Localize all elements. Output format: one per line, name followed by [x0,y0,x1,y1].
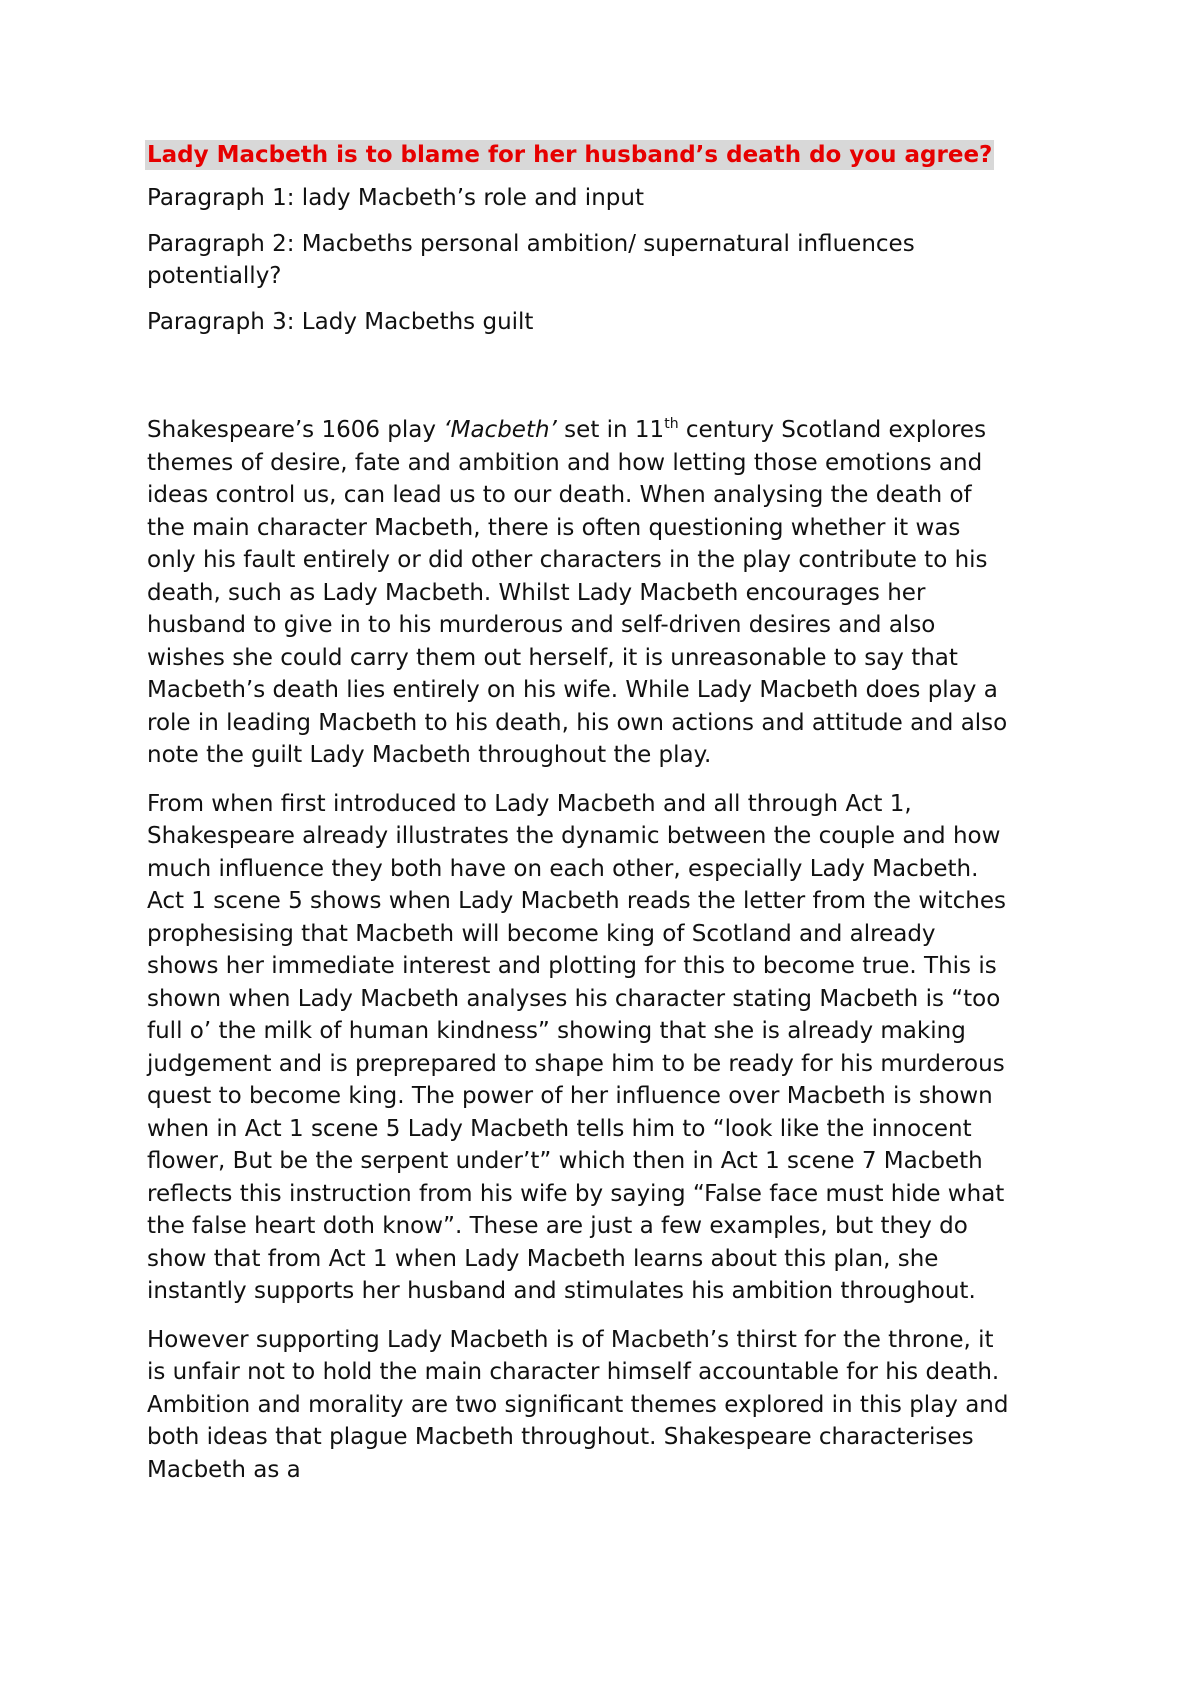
paragraph-line: wishes she could carry them out herself, it is unreasonable to say that [147,644,958,671]
paragraph-line: the false heart doth know”. These are just a few examples, but they do [147,1213,968,1239]
outline-item-line: potentially? [147,263,282,289]
paragraph-line [147,414,1077,447]
essay-outline [147,182,1077,338]
paragraph-line: both ideas that plague Macbeth throughout. Shakespeare characterises [147,1424,974,1450]
paragraph-line: only his fault entirely or did other characters in the play contribute to his [147,547,988,573]
body-paragraph [147,1324,1077,1487]
body-paragraph [147,788,1077,1308]
essay-title: Lady Macbeth is to blame for her husband’s death do you agree? [147,142,993,168]
paragraph-line: Ambition and morality are two significant themes explored in this play and [147,1391,1009,1418]
paragraph-line: reflects this instruction from his wife by saying “False face must hide what [147,1180,1005,1207]
paragraph-line: themes of desire, fate and ambition and how letting those emotions and [147,449,983,476]
paragraph-line: show that from Act 1 when Lady Macbeth learns about this plan, she [147,1245,939,1272]
paragraph-line: judgement and is preprepared to shape him to be ready for his murderous [147,1050,1005,1077]
paragraph-line: role in leading Macbeth to his death, his own actions and attitude and also [147,709,1008,736]
paragraph-line: is unfair not to hold the main character himself accountable for his death. [147,1359,1000,1385]
paragraph-line: instantly supports her husband and stimulates his ambition throughout. [147,1278,976,1304]
paragraph-line: flower, But be the serpent under’t” which then in Act 1 scene 7 Macbeth [147,1148,983,1174]
paragraph-line: note the guilt Lady Macbeth throughout the play. [147,742,712,768]
paragraph-line: Act 1 scene 5 shows when Lady Macbeth reads the letter from the witches [147,888,1006,914]
paragraph-line: shown when Lady Macbeth analyses his character stating Macbeth is “too [147,985,1001,1012]
essay-body [147,414,1077,1486]
intro-paragraph [147,414,1077,772]
paragraph-line: shows her immediate interest and plotting for this to become true. This is [147,953,997,979]
paragraph-line: husband to give in to his murderous and self-driven desires and also [147,612,936,638]
outline-item [147,228,1077,292]
paragraph-line: However supporting Lady Macbeth is of Macbeth’s thirst for the throne, it [147,1326,994,1353]
paragraph-line: the main character Macbeth, there is often questioning whether it was [147,514,961,541]
paragraph-line: Macbeth’s death lies entirely on his wife. While Lady Macbeth does play a [147,677,998,703]
paragraph-line: when in Act 1 scene 5 Lady Macbeth tells him to “look like the innocent [147,1115,972,1142]
outline-item-line: Paragraph 2: Macbeths personal ambition/ supernatural influences [147,231,915,257]
paragraph-line: Macbeth as a [147,1456,301,1483]
paragraph-line: death, such as Lady Macbeth. Whilst Lady Macbeth encourages her [147,579,926,606]
outline-item: Paragraph 3: Lady Macbeths guilt [147,309,534,335]
ordinal-suffix: th [664,416,679,432]
paragraph-line: much influence they both have on each other, especially Lady Macbeth. [147,855,979,882]
paragraph-line: From when first introduced to Lady Macbeth and all through Act 1, [147,790,912,817]
paragraph-line: Shakespeare already illustrates the dynamic between the couple and how [147,823,1001,849]
paragraph-line: full o’ the milk of human kindness” showing that she is already making [147,1018,966,1044]
outline-item: Paragraph 1: lady Macbeth’s role and input [147,185,644,211]
document-page [147,140,1077,1502]
text-run: Shakespeare’s 1606 play [147,417,444,443]
paragraph-line: ideas control us, can lead us to our death. When analysing the death of [147,482,972,508]
text-run: century Scotland explores [678,417,987,443]
paragraph-line: quest to become king. The power of her influence over Macbeth is shown [147,1083,993,1109]
paragraph-line: prophesising that Macbeth will become king of Scotland and already [147,920,936,947]
play-title: ‘Macbeth’ [443,417,557,443]
text-run: set in 11 [556,417,665,443]
